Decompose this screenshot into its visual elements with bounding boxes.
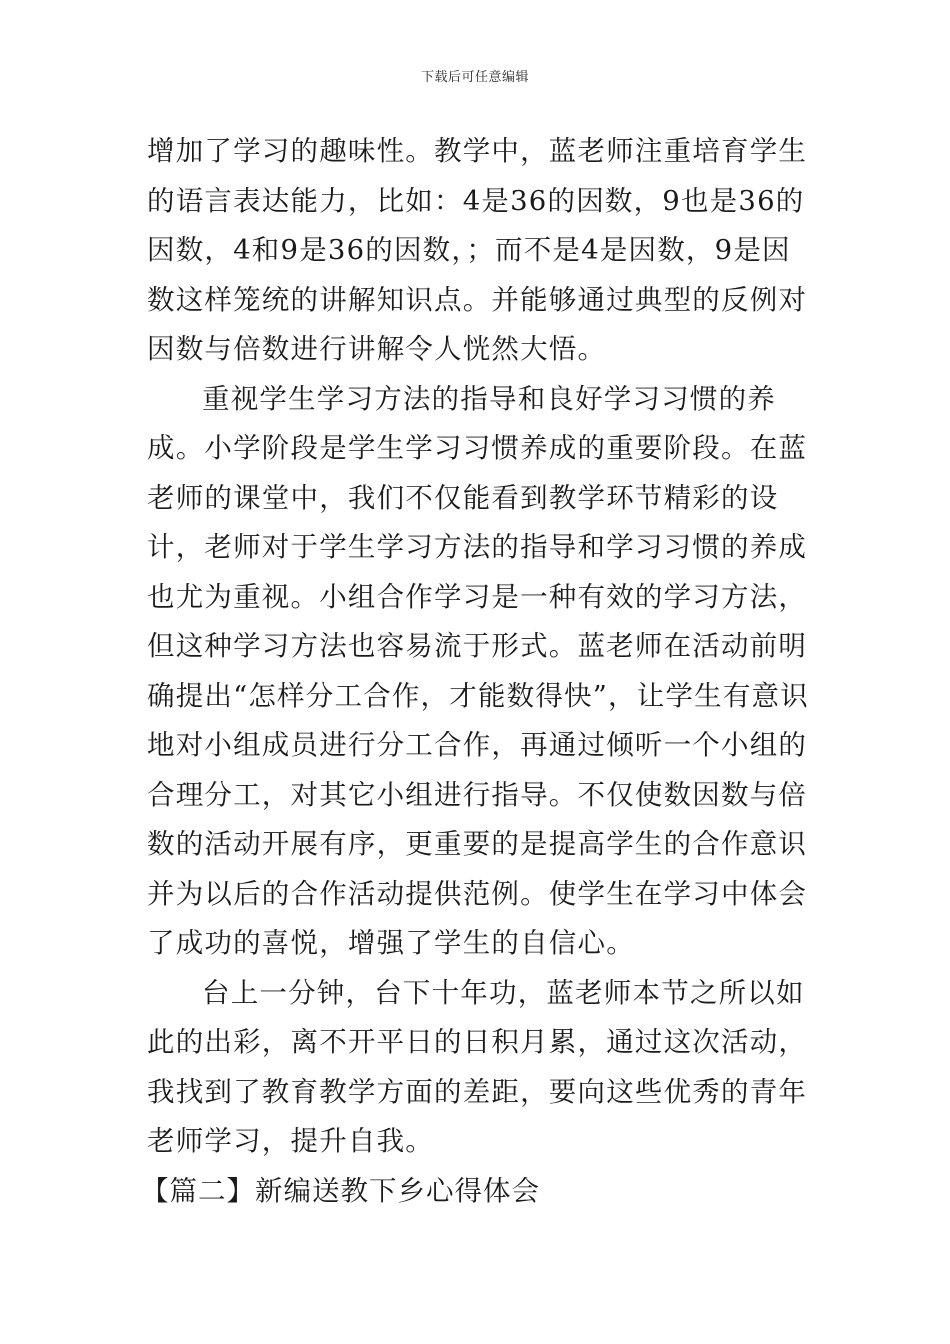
section-label: 【篇二】: [141, 1174, 255, 1207]
paragraph-conclusion: 台上一分钟，台下十年功，蓝老师本节之所以如此的出彩，离不开平日的日积月累，通过这次活动，我找到了教育教学方面的差距，要向这些优秀的青年老师学习，提升自我。: [147, 976, 808, 1157]
section-title: 新编送教下乡心得体会: [255, 1174, 540, 1207]
header-note: 下载后可任意编辑: [420, 70, 529, 85]
section-heading: [141, 1167, 811, 1217]
body-text: [141, 127, 811, 1216]
paragraph-learning-methods: 重视学生学习方法的指导和良好学习习惯的养成。小学阶段是学生学习习惯养成的重要阶段。在蓝老师的课堂中，我们不仅能看到教学环节精彩的设计，老师对于学生学习方法的指导和学习习惯的养成也尤为重视。小组合作学习是一种有效的学习方法，但这种学习方法也容易流于形式。蓝老师在活动前明确提出“怎样分工合作，才能数得快”，让学生有意识地对小组成员进行分工合作，再通过倾听一个小组的合理分工，对其它小组进行指导。不仅使数因数与倍数的活动开展有序，更重要的是提高学生的合作意识并为以后的合作活动提供范例。使学生在学习中体会了成功的喜悦，增强了学生的自信心。: [147, 382, 809, 959]
paragraph-intro-continuation: 增加了学习的趣味性。教学中，蓝老师注重培育学生的语言表达能力，比如：4是36的因数，9也是36的因数，4和9是36的因数，；而不是4是因数，9是因数这样笼统的讲解知识点。并能够通过典型的反例对因数与倍数进行讲解令人恍然大悟。: [147, 135, 808, 365]
